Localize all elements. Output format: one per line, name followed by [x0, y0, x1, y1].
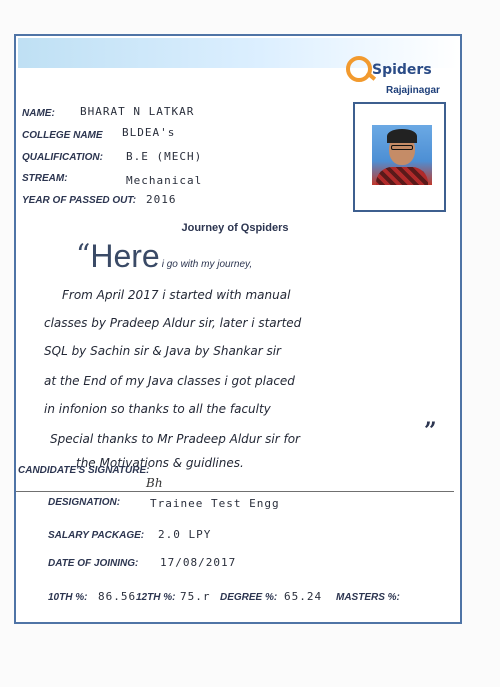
- name-label: NAME:: [22, 108, 55, 119]
- qspiders-logo: [346, 56, 446, 98]
- here-heading: Here: [90, 238, 160, 274]
- joining-value: 17/08/2017: [160, 556, 237, 569]
- college-value: BLDEA's: [122, 126, 176, 139]
- logo-branch: Rajajinagar: [386, 85, 440, 96]
- journey-line: at the End of my Java classes i got placed: [44, 374, 295, 388]
- qualification-label: QUALIFICATION:: [22, 152, 103, 163]
- tenth-label: 10TH %:: [48, 592, 88, 603]
- joining-label: DATE OF JOINING:: [48, 558, 139, 569]
- logo-q-icon: [346, 56, 372, 82]
- degree-label: DEGREE %:: [220, 592, 278, 603]
- journey-line: SQL by Sachin sir & Java by Shankar sir: [44, 344, 281, 358]
- masters-label: MASTERS %:: [336, 592, 400, 603]
- stream-value: Mechanical: [126, 174, 203, 187]
- signature-label: CANDIDATE'S SIGNATURE:: [18, 465, 150, 476]
- qualification-value: B.E (MECH): [126, 150, 203, 163]
- journey-title: Journey of Qspiders: [181, 222, 289, 234]
- journey-line: From April 2017 i started with manual: [62, 288, 291, 302]
- designation-label: DESIGNATION:: [48, 497, 121, 508]
- stream-label: STREAM:: [22, 173, 68, 184]
- twelfth-value: 75.r: [180, 590, 211, 603]
- journey-line: the Motivations & guidlines.: [76, 456, 244, 470]
- degree-value: 65.24: [284, 590, 323, 603]
- logo-text: Spiders: [372, 62, 432, 78]
- salary-value: 2.0 LPY: [158, 528, 212, 541]
- year-passed-label: YEAR OF PASSED OUT:: [22, 195, 137, 206]
- name-value: BHARAT N LATKAR: [80, 105, 195, 118]
- candidate-signature: Bh: [146, 476, 163, 490]
- salary-label: SALARY PACKAGE:: [48, 530, 145, 541]
- twelfth-label: 12TH %:: [136, 592, 176, 603]
- tenth-value: 86.56: [98, 590, 137, 603]
- journey-line: in infonion so thanks to all the faculty: [44, 402, 271, 416]
- year-passed-value: 2016: [146, 193, 177, 206]
- section-divider: [16, 491, 454, 492]
- journey-intro: [76, 238, 252, 275]
- candidate-photo: [372, 125, 432, 185]
- journey-line: Special thanks to Mr Pradeep Aldur sir for: [50, 432, 300, 446]
- journey-line: classes by Pradeep Aldur sir, later i started: [44, 316, 302, 330]
- designation-value: Trainee Test Engg: [150, 497, 280, 510]
- college-label: COLLEGE NAME: [22, 130, 103, 141]
- open-quote: “: [76, 238, 91, 271]
- here-subtitle: i go with my journey,: [161, 259, 253, 270]
- close-quote: ”: [424, 418, 437, 444]
